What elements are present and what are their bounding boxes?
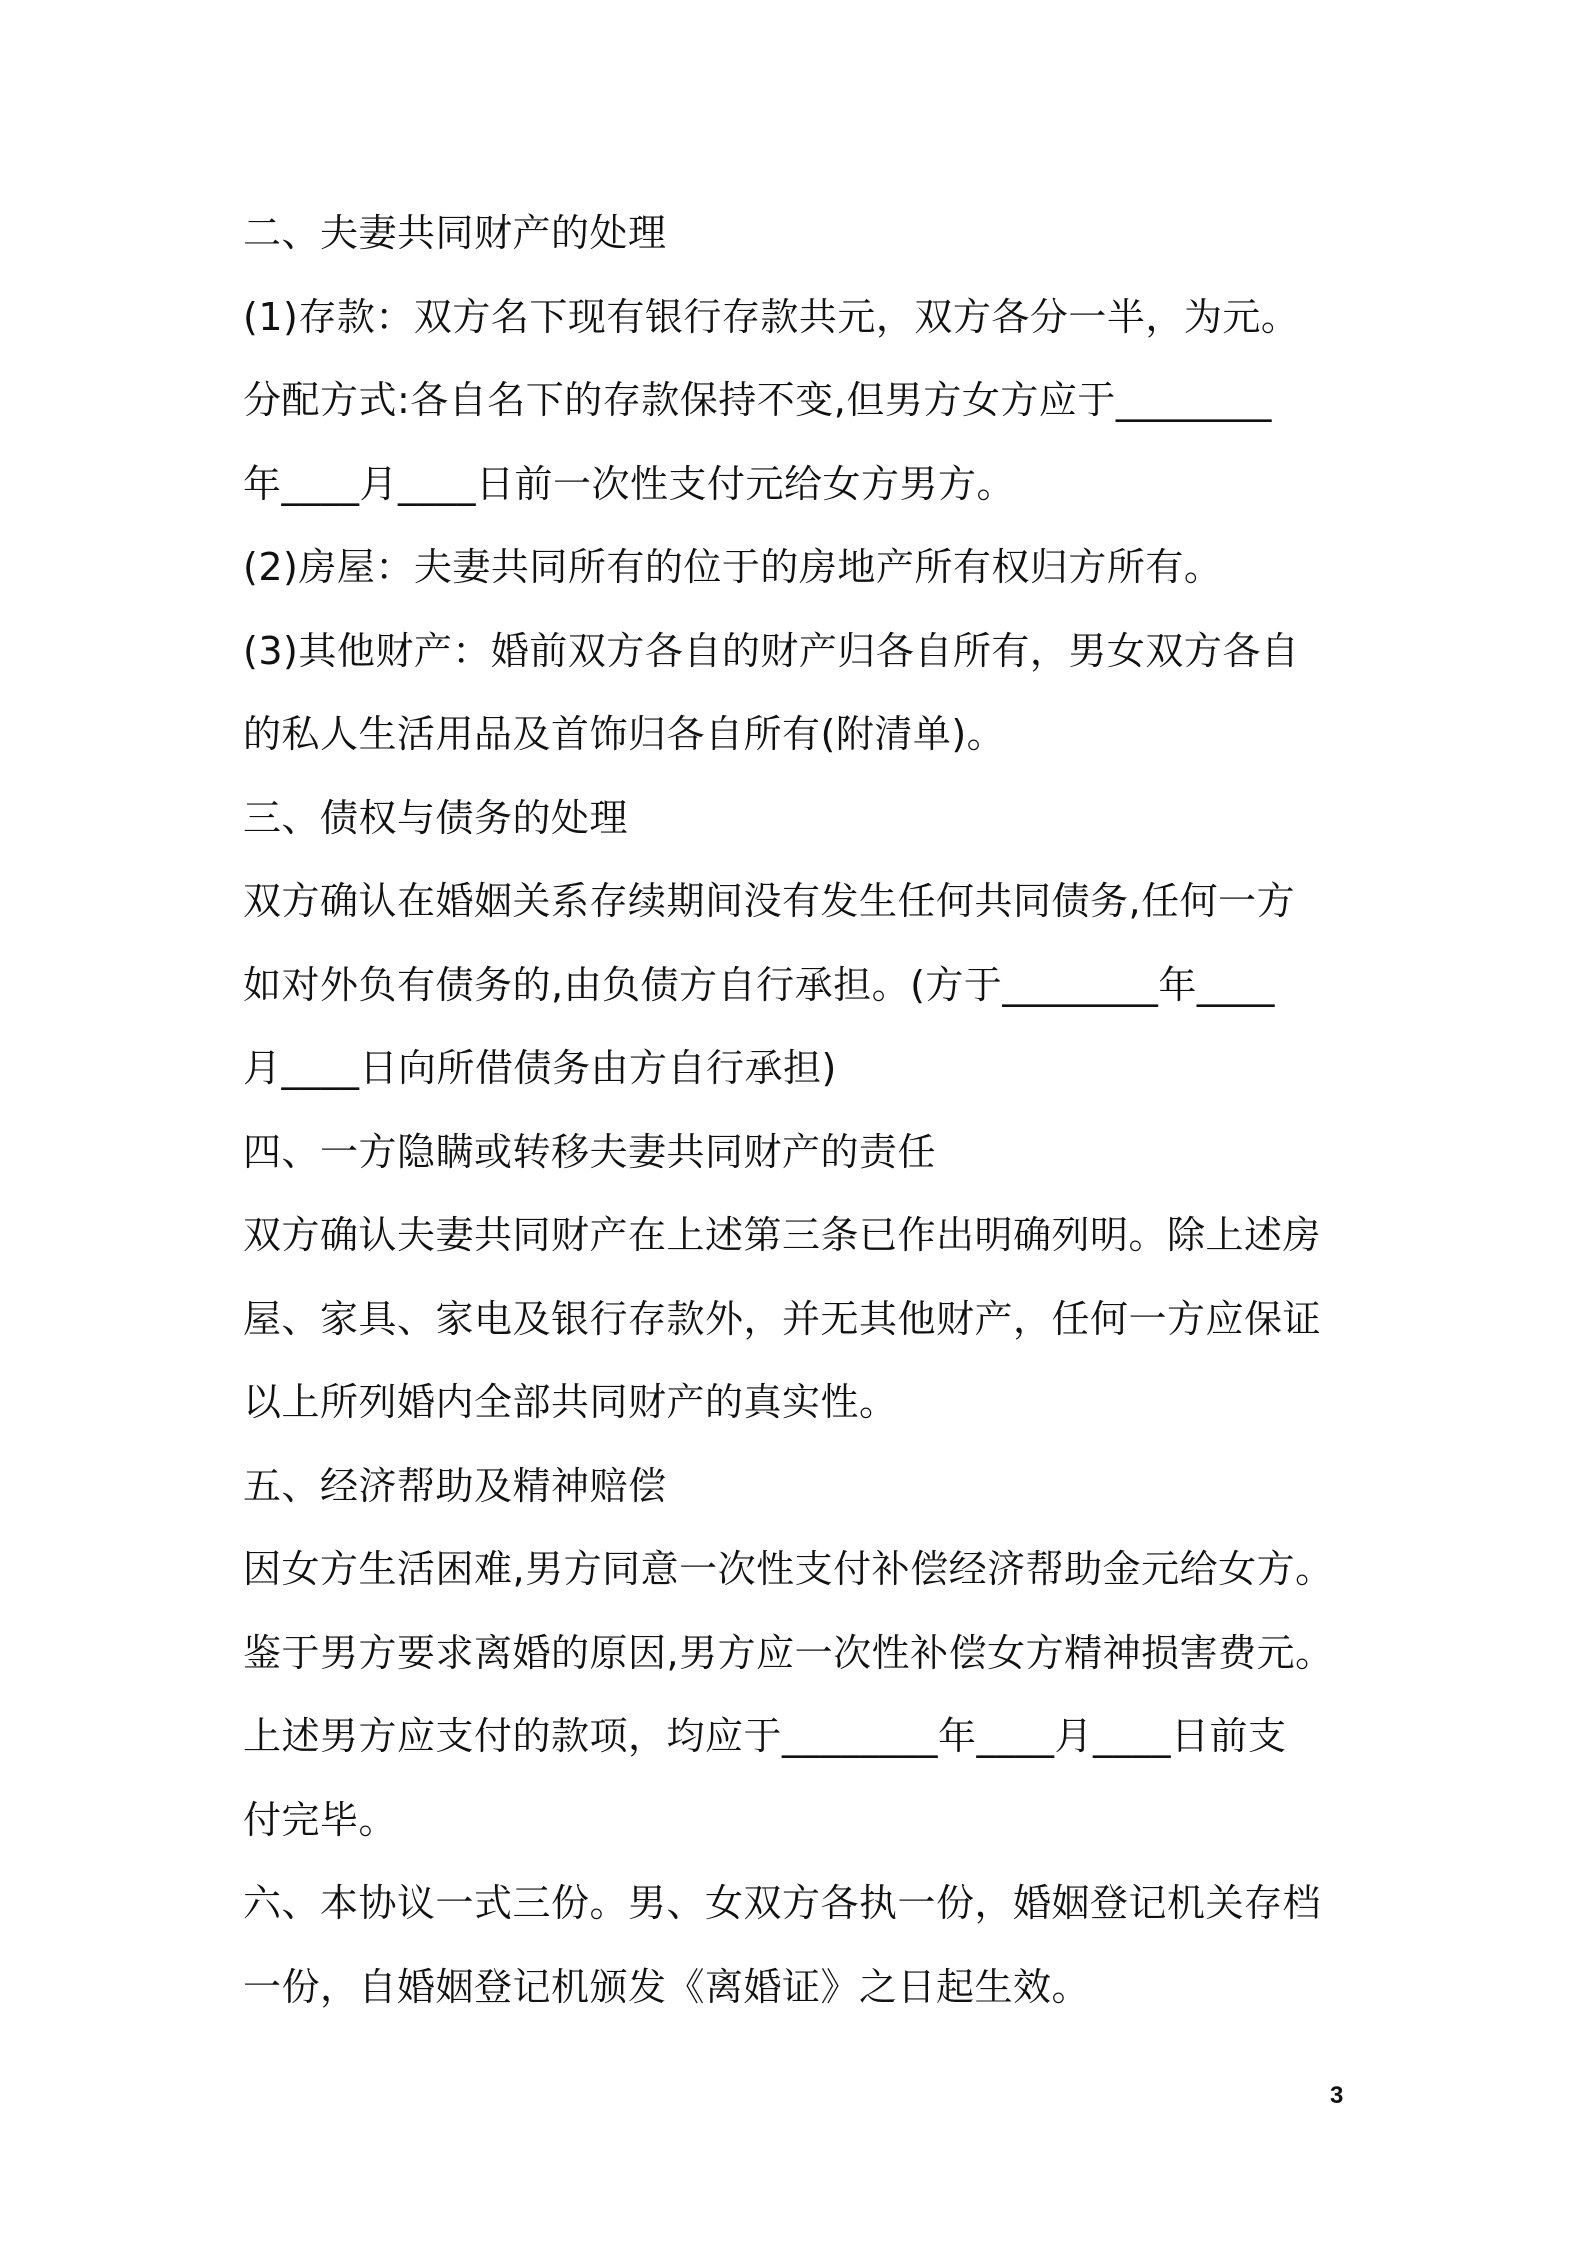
paragraph-line: 双方确认在婚姻关系存续期间没有发生任何共同债务,任何一方	[243, 879, 1296, 923]
paragraph-line: 鉴于男方要求离婚的原因,男方应一次性补偿女方精神损害费元。	[243, 1630, 1334, 1675]
paragraph-line: (1)存款：双方名下现有银行存款共元，双方各分一半，为元。	[243, 294, 1300, 339]
paragraph-line: 因女方生活困难,男方同意一次性支付补偿经济帮助金元给女方。	[243, 1547, 1334, 1591]
section-heading-compensation: 五、经济帮助及精神赔偿	[243, 1463, 667, 1508]
paragraph-line: (3)其他财产：婚前双方各自的财产归各自所有，男女双方各自	[243, 628, 1300, 673]
paragraph-line: 如对外负有债务的,由负债方自行承担。(方于________年____	[243, 962, 1275, 1007]
section-heading-joint-property: 二、夫妻共同财产的处理	[243, 211, 667, 255]
paragraph-line: 双方确认夫妻共同财产在上述第三条已作出明确列明。除上述房	[243, 1213, 1322, 1257]
paragraph-line: (2)房屋：夫妻共同所有的位于的房地产所有权归方所有。	[243, 545, 1223, 589]
paragraph-line: 年____月____日前一次性支付元给女方男方。	[243, 461, 1016, 506]
section-heading-copies: 六、本协议一式三份。男、女双方各执一份，婚姻登记机关存档	[243, 1881, 1322, 1925]
section-heading-concealment: 四、一方隐瞒或转移夫妻共同财产的责任	[243, 1129, 937, 1174]
paragraph-line: 一份，自婚姻登记机颁发《离婚证》之日起生效。	[243, 1964, 1091, 2009]
paragraph-line: 分配方式:各自名下的存款保持不变,但男方女方应于________	[243, 378, 1272, 422]
paragraph-line: 的私人生活用品及首饰归各自所有(附清单)。	[243, 712, 1006, 756]
paragraph-line: 以上所列婚内全部共同财产的真实性。	[243, 1380, 898, 1424]
paragraph-line: 月____日向所借债务由方自行承担)	[243, 1046, 837, 1090]
paragraph-line: 付完毕。	[243, 1797, 398, 1842]
page-number: 3	[1330, 2082, 1344, 2109]
section-heading-debts: 三、债权与债务的处理	[243, 795, 629, 840]
paragraph-line: 上述男方应支付的款项，均应于________年____月____日前支	[243, 1714, 1287, 1758]
document-body	[243, 192, 1393, 2029]
paragraph-line: 屋、家具、家电及银行存款外，并无其他财产，任何一方应保证	[243, 1296, 1322, 1341]
